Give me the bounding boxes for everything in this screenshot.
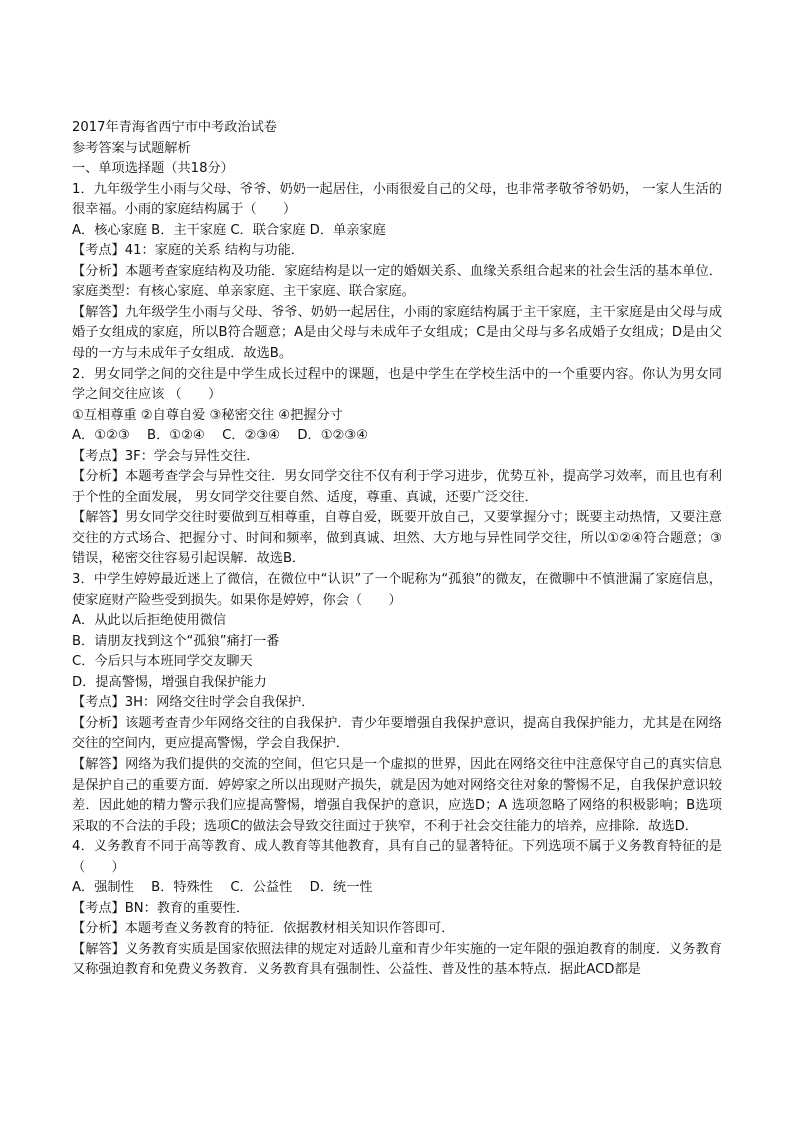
document-page xyxy=(72,118,722,981)
q1-jieda: 【解答】九年级学生小雨与父母、爷爷、奶奶一起居住，小雨的家庭结构属于主干家庭，主干家庭是由父母与成婚子女组成的家庭，所以B符合题意；A是由父母与未成年子女组成；C是由父母与多名成婚子女组成；D是由父母的一方与未成年子女组成．故选B。 xyxy=(72,304,722,362)
q1-stem: 1．九年级学生小雨与父母、爷爷、奶奶一起居住，小雨很爱自己的父母，也非常孝敬爷爷奶奶， 一家人生活的很幸福。小雨的家庭结构属于（ ） xyxy=(72,181,722,218)
q3-stem: 3．中学生婷婷最近迷上了微信，在微位中“认识”了一个昵称为“孤狼”的微友，在微聊中不慎泄漏了家庭信息，使家庭财产险些受到损失。如果你是婷婷，你会（ ） xyxy=(72,572,722,608)
q3-option-d: D．提高警惕，增强自我保护能力 xyxy=(72,674,267,690)
q1-fenxi: 【分析】本题考查家庭结构及功能．家庭结构是以一定的婚姻关系、血缘关系组合起来的社会生活的基本单位．家庭类型：有核心家庭、单亲家庭、主干家庭、联合家庭。 xyxy=(72,263,722,300)
q1-options: A．核心家庭 B．主干家庭 C．联合家庭 D．单亲家庭 xyxy=(72,222,386,238)
q3-kaodian: 【考点】3H：网络交往时学会自我保护． xyxy=(72,695,315,711)
q3-option-c: C．今后只与本班同学交友聊天 xyxy=(72,654,253,670)
q4-options: A．强制性 B．特殊性 C．公益性 D．统一性 xyxy=(72,880,373,896)
doc-subtitle: 参考答案与试题解析 xyxy=(72,140,191,156)
q4-kaodian: 【考点】BN：教育的重要性． xyxy=(72,900,250,916)
q2-jieda: 【解答】男女同学交往时要做到互相尊重，自尊自爱，既要开放自己，又要掌握分寸；既要主动热情，又要注意交往的方式场合、把握分寸、时间和频率，做到真诚、坦然、大方地与异性同学交往，所以①②④符合题意；③错误，秘密交往容易引起误解．故选B． xyxy=(72,510,722,567)
q2-options: A．①②③ B．①②④ C．②③④ D．①②③④ xyxy=(72,428,369,444)
q4-stem: 4．义务教育不同于高等教育、成人教育等其他教育，具有自己的显著特征。下列选项不属于义务教育特征的是（ ） xyxy=(72,839,722,875)
q4-jieda: 【解答】义务教育实质是国家依照法律的规定对适龄儿童和青少年实施的一定年限的强迫教育的制度．义务教育又称强迫教育和免费义务教育．义务教育具有强制性、公益性、普及性的基本特点．据此ACD都是 xyxy=(72,941,722,978)
doc-title: 2017年青海省西宁市中考政治试卷 xyxy=(72,120,277,135)
q1-kaodian: 【考点】41：家庭的关系 结构与功能． xyxy=(72,243,304,259)
q2-stem: 2．男女同学之间的交往是中学生成长过程中的课题，也是中学生在学校生活中的一个重要内容。你认为男女同学之间交往应该 （ ） xyxy=(72,366,722,403)
q3-fenxi: 【分析】该题考查青少年网络交往的自我保护．青少年要增强自我保护意识，提高自我保护能力，尤其是在网络交往的空间内，更应提高警惕，学会自我保护． xyxy=(72,715,722,752)
q2-items: ①互相尊重 ②自尊自爱 ③秘密交往 ④把握分寸 xyxy=(72,407,343,423)
q3-jieda: 【解答】网络为我们提供的交流的空间，但它只是一个虚拟的世界，因此在网络交往中注意保守自己的真实信息是保护自己的重要方面．婷婷家之所以出现财产损失，就是因为她对网络交往对象的警惕不足，自我保护意识较差．因此她的精力警示我们应提高警惕，增强自我保护的意识，应选D；A 选项忽略了网络的积极影响；B选项采取的不合法的手段；选项C的做法会导致交往面过于狭窄，不利于社会交往能力的培养，应排除．故选D． xyxy=(72,756,722,834)
q3-option-a: A．从此以后拒绝使用微信 xyxy=(72,613,227,629)
section-heading: 一、单项选择题（共18分） xyxy=(72,161,234,177)
q2-kaodian: 【考点】3F：学会与异性交往． xyxy=(72,448,260,464)
q2-fenxi: 【分析】本题考查学会与异性交往．男女同学交往不仅有利于学习进步，优势互补，提高学习效率，而且也有利于个性的全面发展， 男女同学交往要自然、适度，尊重、真诚，还要广泛交往． xyxy=(72,469,722,505)
q3-option-b: B．请朋友找到这个“孤狼”痛打一番 xyxy=(72,633,280,649)
q4-fenxi: 【分析】本题考查义务教育的特征．依据教材相关知识作答即可． xyxy=(72,921,455,937)
